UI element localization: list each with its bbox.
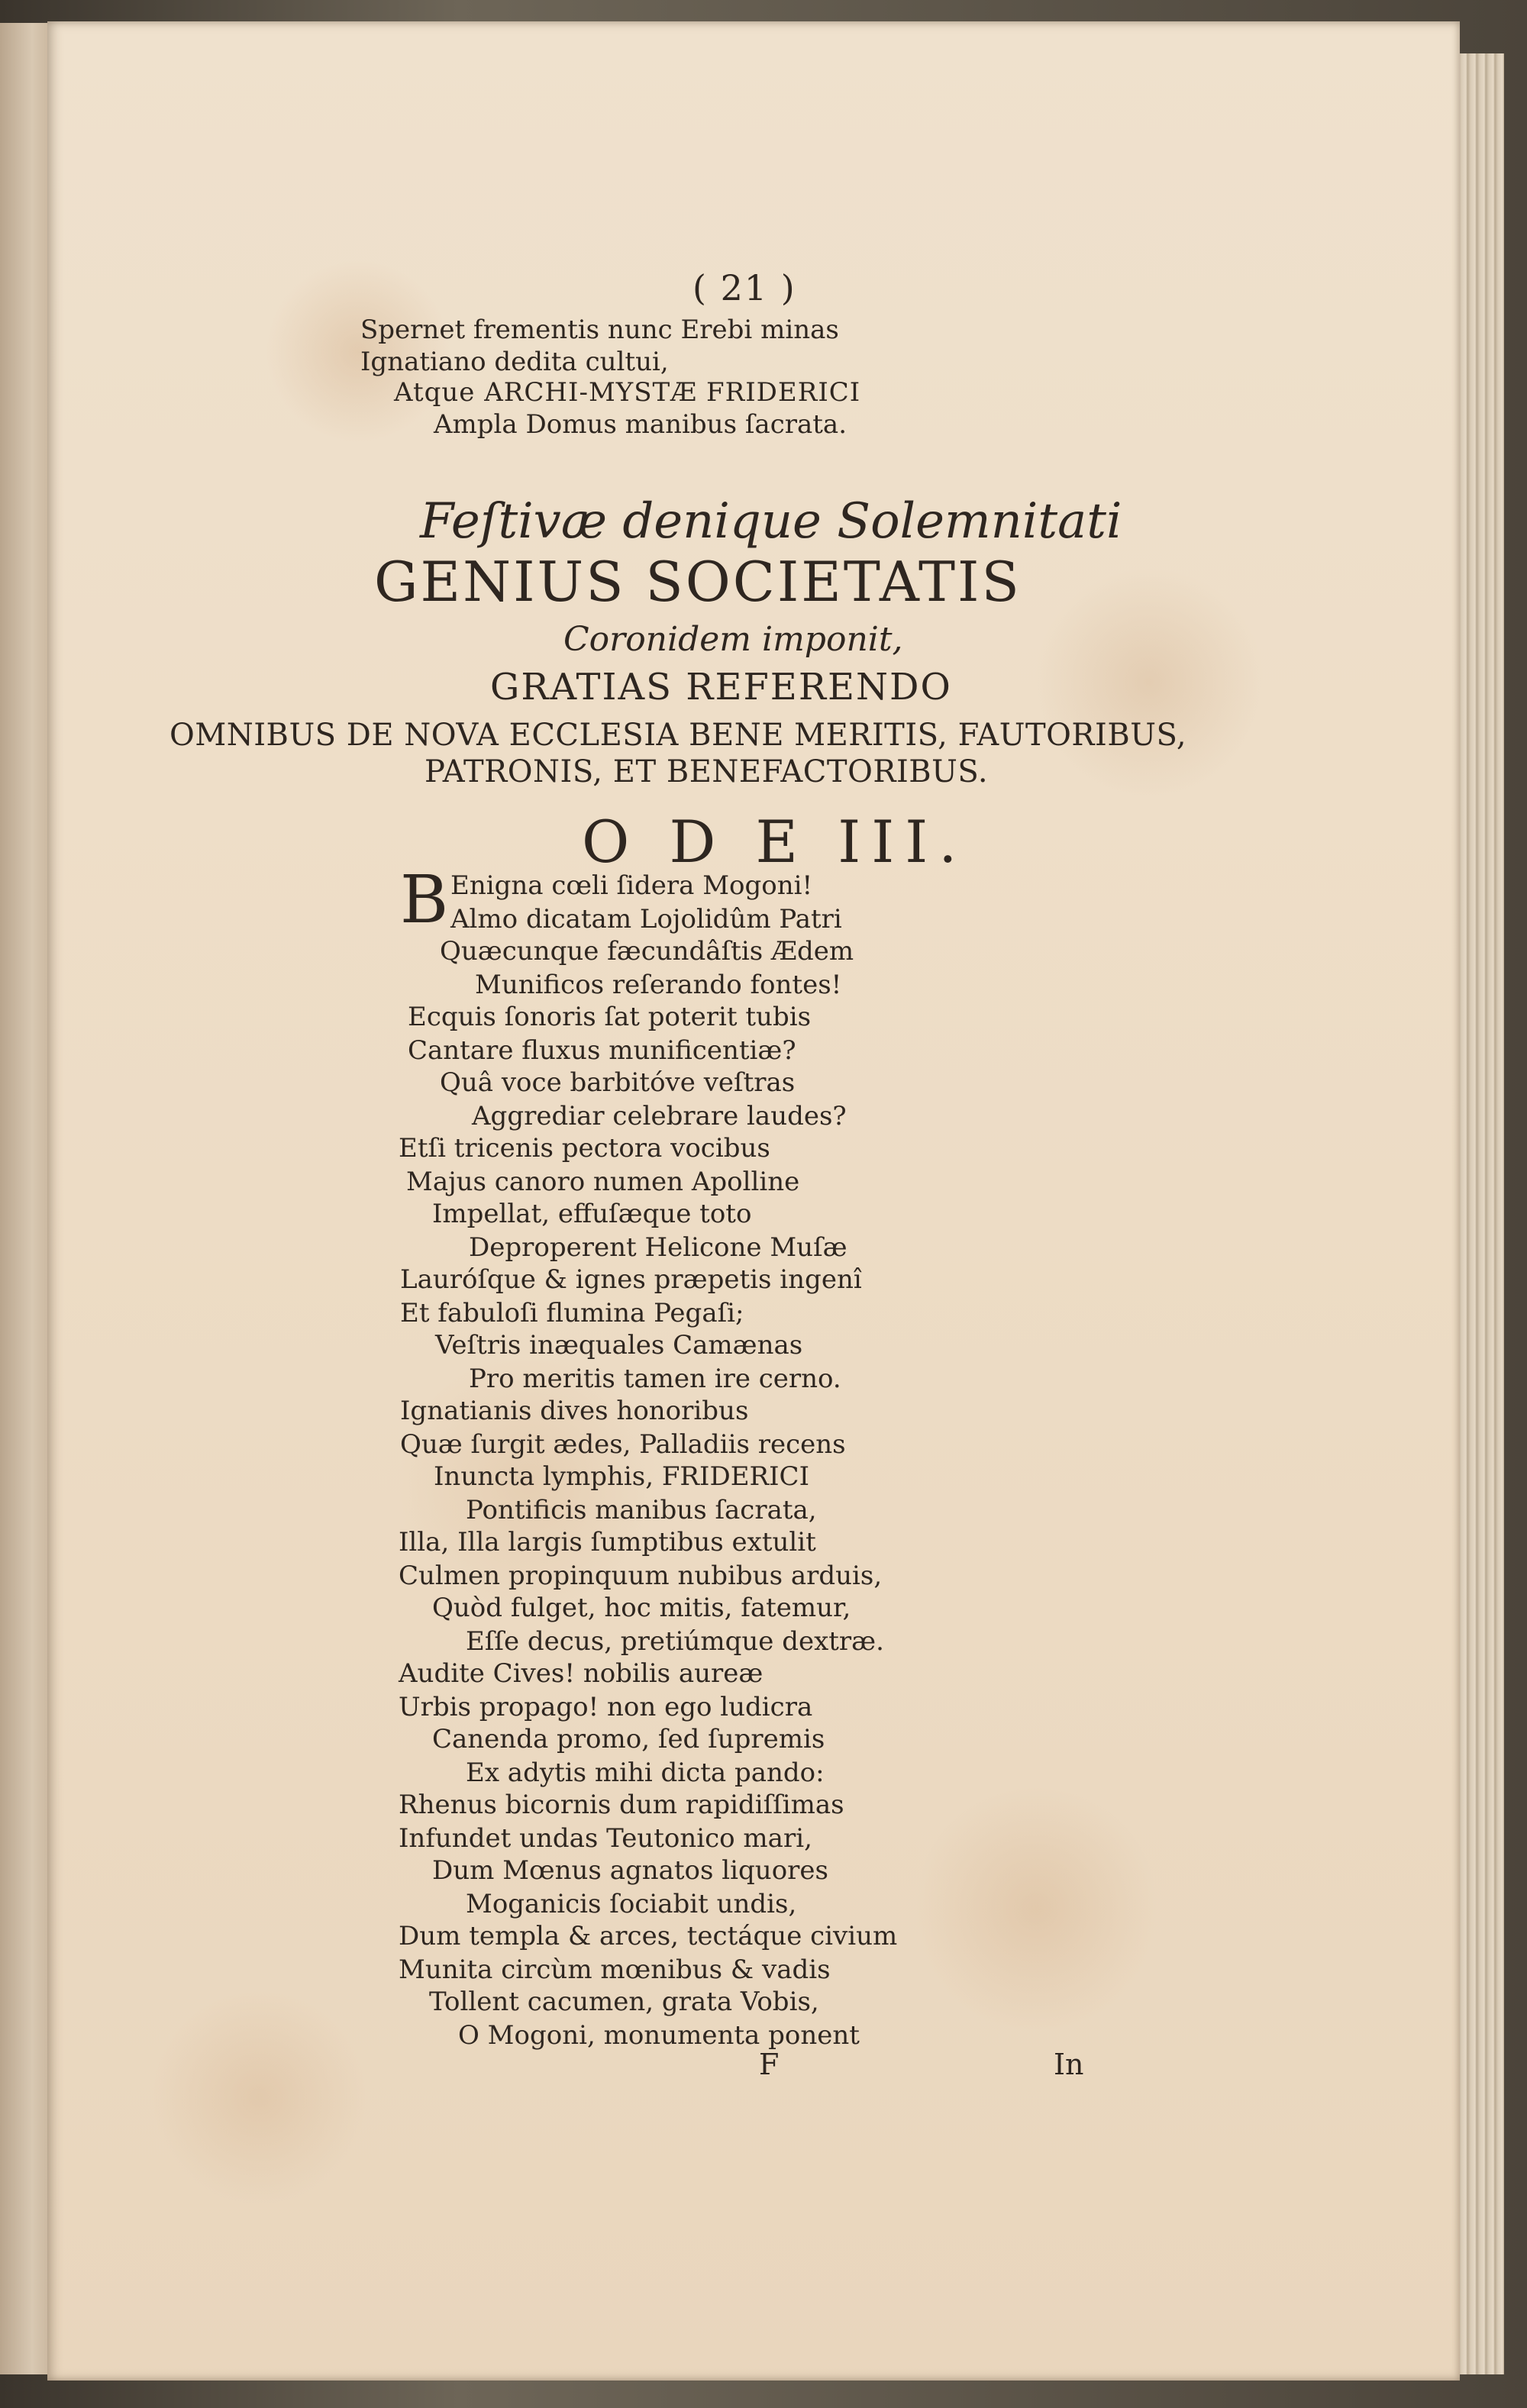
ode-line: Pro meritis tamen ire cerno. [469, 1364, 841, 1394]
ode-line: Moganicis ſociabit undis, [466, 1889, 797, 1919]
ode-line: Illa, Illa largis ſumptibus extulit [399, 1527, 816, 1557]
stanza-line: Atque ARCHI-MYSTÆ FRIDERICI [394, 377, 861, 408]
ode-line: Lauróſque & ignes præpetis ingenî [400, 1264, 862, 1295]
heading-omnibus: OMNIBUS DE NOVA ECCLESIA BENE MERITIS, FAUTORIBUS, [169, 718, 1187, 753]
stanza-line: Ampla Domus manibus ſacrata. [434, 409, 847, 440]
ode-line: Eſſe decus, pretiúmque dextræ. [466, 1626, 884, 1657]
heading-festivae: Feſtivæ denique Solemnitati [420, 493, 1122, 550]
signature-mark: F [759, 2048, 780, 2081]
ode-line: Et fabuloſi flumina Pegaſi; [400, 1298, 744, 1328]
ode-line: Quæcunque fæcundâſtis Ædem [440, 936, 854, 967]
ode-line: Almo dicatam Lojolidûm Patri [450, 904, 842, 934]
ode-line: Canenda promo, ſed ſupremis [432, 1724, 825, 1754]
ode-line: Impellat, effuſæque toto [432, 1199, 752, 1229]
book-page [47, 21, 1460, 2381]
ode-line: Enigna cœli ſidera Mogoni! [450, 870, 813, 901]
stanza-line: Ignatiano dedita cultui, [360, 347, 669, 377]
ode-line: Munita circùm mœnibus & vadis [399, 1954, 831, 1985]
ode-line: O Mogoni, monumenta ponent [458, 2020, 860, 2051]
stanza-line: Spernet frementis nunc Erebi minas [360, 315, 839, 345]
ode-line: Urbis propago! non ego ludicra [399, 1692, 813, 1722]
ode-line: Inuncta lymphis, FRIDERICI [434, 1461, 810, 1492]
ode-line: Dum Mœnus agnatos liquores [432, 1855, 828, 1886]
heading-patronis: PATRONIS, ET BENEFACTORIBUS. [425, 754, 989, 789]
ode-line: Audite Cives! nobilis aureæ [399, 1658, 764, 1689]
ode-line: Aggrediar celebrare laudes? [472, 1101, 847, 1131]
heading-genius-societatis: GENIUS SOCIETATIS [374, 550, 1022, 614]
ode-line: Quâ voce barbitóve veſtras [440, 1067, 796, 1098]
drop-cap-initial: B [400, 862, 449, 938]
ode-line: Ignatianis dives honoribus [400, 1396, 749, 1426]
heading-gratias-referendo: GRATIAS REFERENDO [490, 666, 952, 709]
ode-line: Etſi tricenis pectora vocibus [399, 1133, 770, 1164]
ode-line: Cantare fluxus munificentiæ? [408, 1035, 796, 1066]
ode-line: Infundet undas Teutonico mari, [399, 1823, 812, 1854]
ode-line: Culmen propinquum nubibus arduis, [399, 1561, 883, 1591]
ode-line: Majus canoro numen Apolline [406, 1167, 800, 1197]
ode-line: Pontificis manibus ſacrata, [466, 1495, 817, 1525]
page-number: ( 21 ) [692, 267, 796, 308]
ode-line: Quæ ſurgit ædes, Palladiis recens [400, 1429, 846, 1460]
ode-line: Tollent cacumen, grata Vobis, [429, 1987, 819, 2017]
ode-title: O D E III. [582, 808, 968, 876]
ode-line: Munificos reſerando fontes! [475, 970, 842, 1000]
ode-line: Veſtris inæquales Camænas [435, 1330, 803, 1361]
heading-coronidem: Coronidem imponit, [563, 620, 903, 659]
ode-line: Ecquis ſonoris ſat poterit tubis [408, 1002, 812, 1032]
ode-line: Dum templa & arces, tectáque civium [399, 1921, 898, 1951]
ode-line: Deproperent Helicone Muſæ [469, 1232, 847, 1263]
ode-line: Ex adytis mihi dicta pando: [466, 1758, 825, 1788]
ode-line: Quòd fulget, hoc mitis, fatemur, [432, 1593, 851, 1623]
catchword: In [1054, 2048, 1084, 2081]
ode-line: Rhenus bicornis dum rapidiſſimas [399, 1790, 844, 1820]
